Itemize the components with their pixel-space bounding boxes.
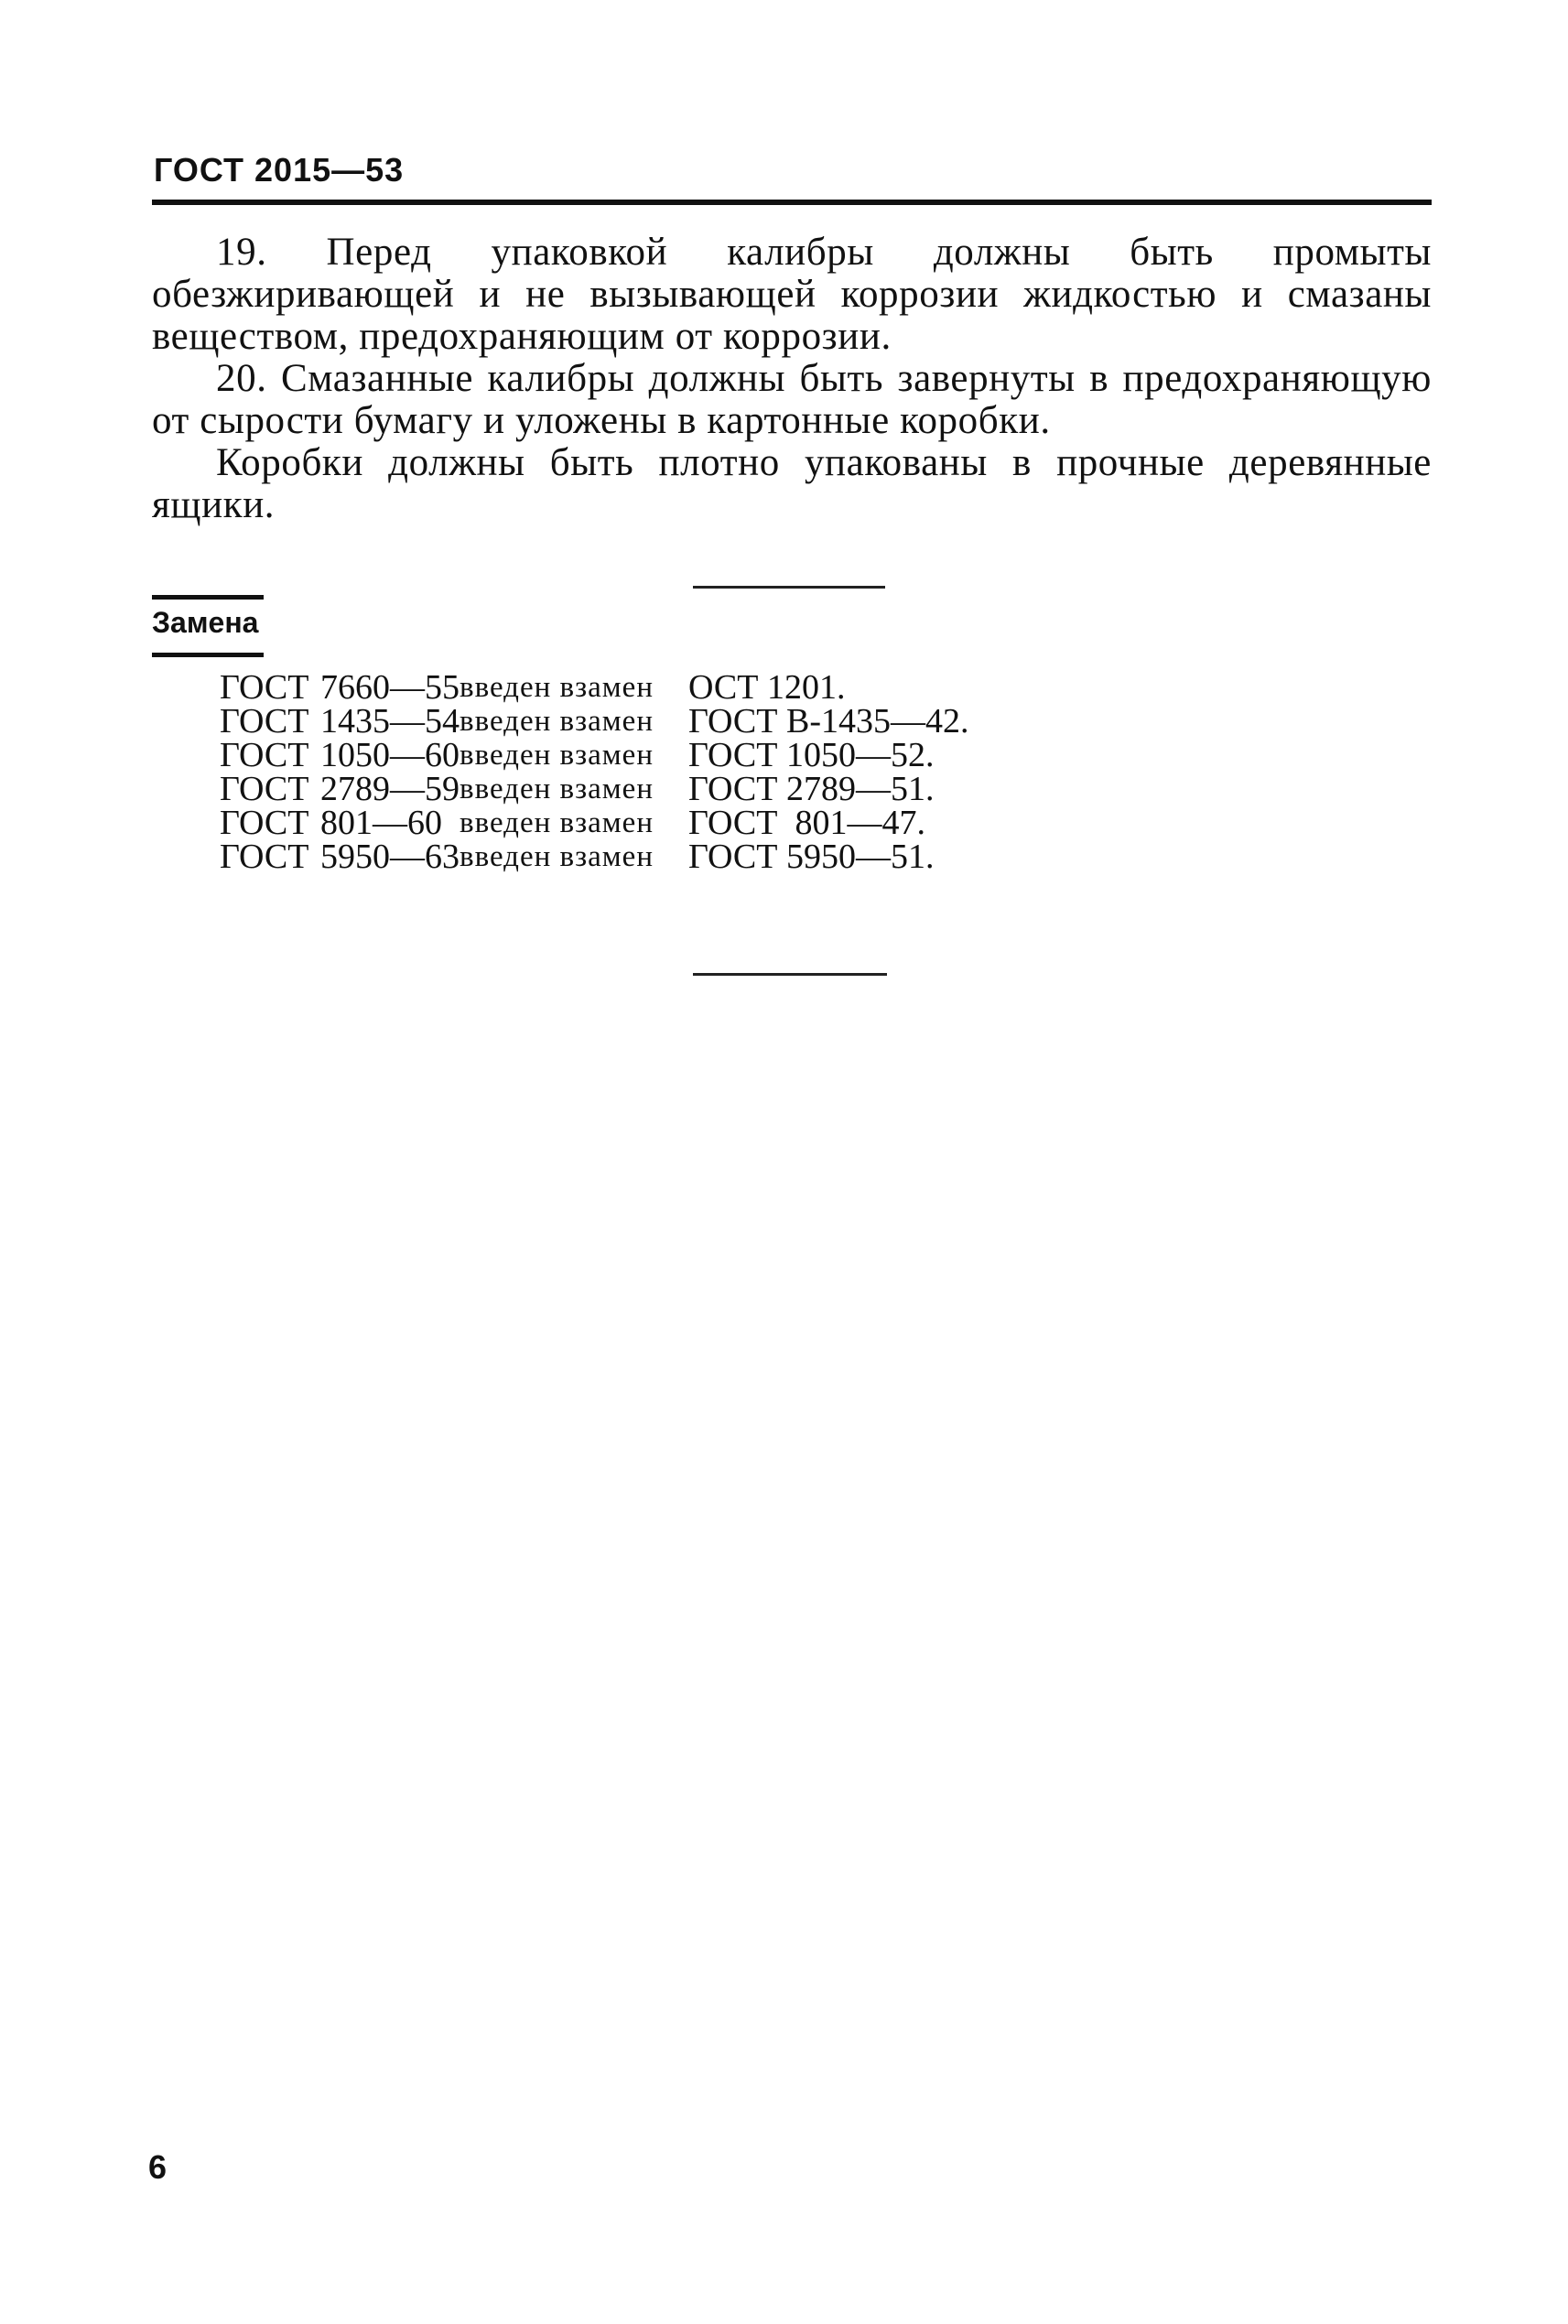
paragraph-20: 20. Смазанные калибры должны быть завернуты в предохраняющую от сырости бумагу и уложены в картонные коробки. [152,357,1432,442]
replacement-row [220,840,990,874]
header-divider [152,200,1432,205]
replaced-standard: ОСТ 1201. [688,668,846,707]
replacement-row [220,806,990,840]
replacement-verb: введен взамен [460,840,654,873]
gost-prefix: ГОСТ [220,702,309,740]
gost-prefix: ГОСТ [220,736,309,774]
zamena-rule-bottom [152,653,264,657]
gost-number: 1435—54 [320,702,460,740]
replacement-label: Замена [152,606,259,639]
section-separator-bottom [693,973,887,976]
replacement-row [220,702,990,740]
zamena-rule-top [152,595,264,600]
gost-number: 7660—55 [320,668,460,707]
gost-prefix: ГОСТ [220,668,309,707]
replaced-standard: ГОСТ 1050—52. [688,736,935,774]
gost-prefix: ГОСТ [220,838,309,876]
paragraph-19: 19. Перед упаковкой калибры должны быть промыты обезжиривающей и не вызывающей коррозии жидкостью и смазаны веществом, предохраняющим от коррозии. [152,231,1432,358]
gost-number: 801—60 [320,804,442,842]
replacement-verb: введен взамен [460,739,654,772]
replaced-standard: ГОСТ В-1435—42. [688,702,969,740]
gost-number: 2789—59 [320,770,460,808]
replacement-row [220,770,990,808]
replacement-row [220,736,990,774]
replaced-standard: ГОСТ 801—47. [688,804,925,842]
page-number: 6 [148,2148,168,2186]
replacement-row [220,668,990,707]
body-text [152,232,1432,526]
gost-number: 5950—63 [320,838,460,876]
gost-number: 1050—60 [320,736,460,774]
replacement-verb: введен взамен [460,806,654,839]
document-header-title: ГОСТ 2015—53 [154,151,405,189]
gost-prefix: ГОСТ [220,770,309,808]
section-separator-top [693,586,885,589]
replaced-standard: ГОСТ 5950—51. [688,838,935,876]
replacement-list [220,668,990,876]
paragraph-boxes: Коробки должны быть плотно упакованы в прочные деревянные ящики. [152,441,1432,526]
replaced-standard: ГОСТ 2789—51. [688,770,935,808]
gost-prefix: ГОСТ [220,804,309,842]
replacement-verb: введен взамен [460,671,654,704]
replacement-verb: введен взамен [460,705,654,738]
replacement-verb: введен взамен [460,773,654,805]
